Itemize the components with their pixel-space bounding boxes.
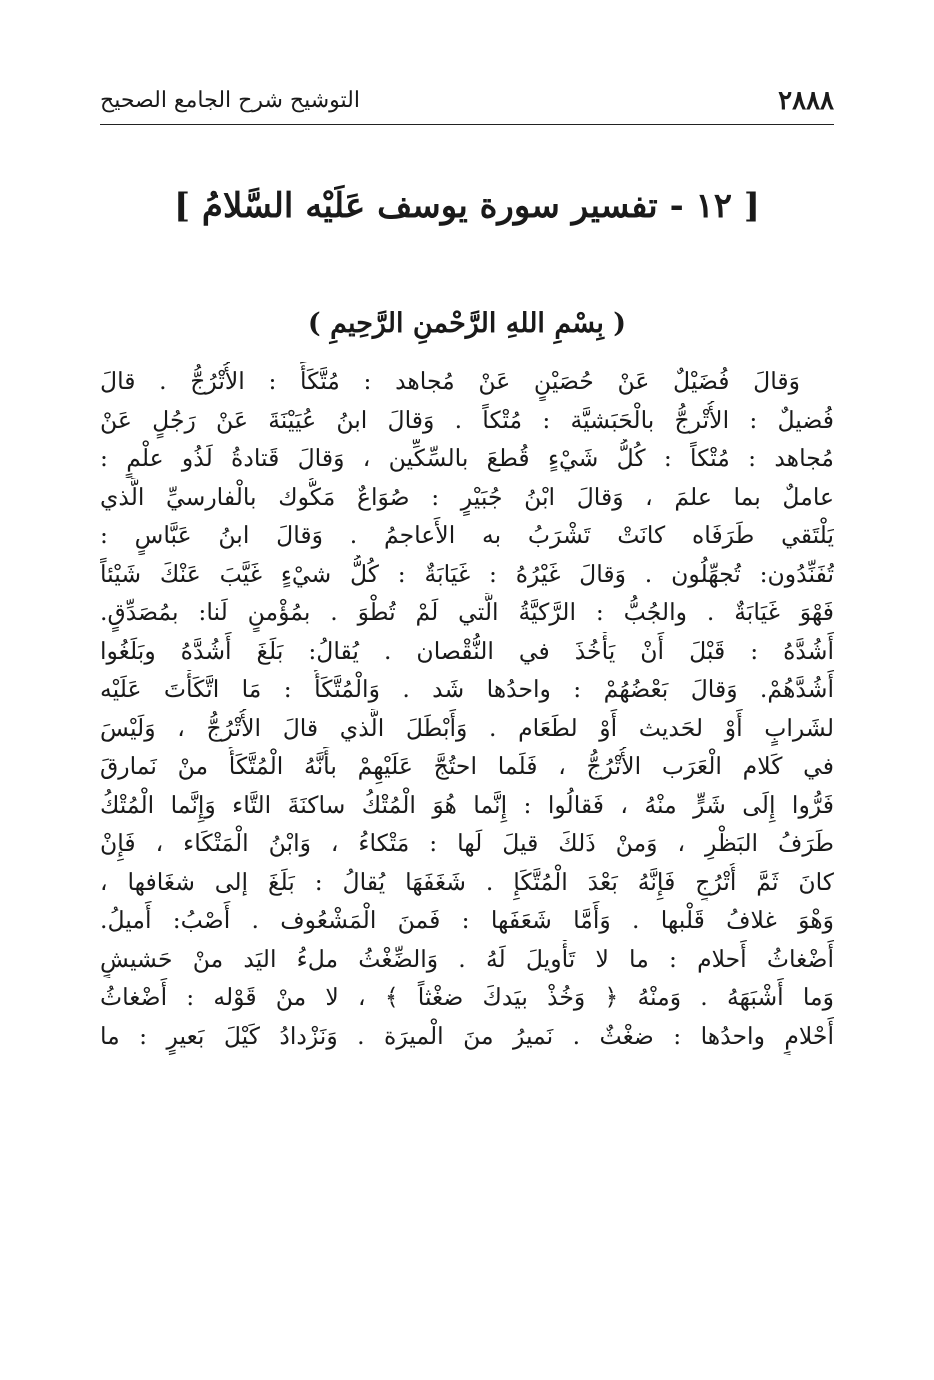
text-line: أَشُدَّهُمْ. وَقالَ بَعْضُهُمْ : واحدُها شَد . وَالْمُتَّكَأُ : مَا اتَّكَأْتَ عَلَيْه: [100, 675, 834, 703]
page-number: ٢٨٨٨: [778, 86, 834, 116]
text-line: وَقالَ فُضَيْلٌ عَنْ حُصَيْنٍ عَنْ مُجاهد : مُتَّكَأً : الأُتْرُجُّ . قالَ: [100, 367, 800, 395]
text-line: أَشُدَّهُ : قَبْلَ أَنْ يَأْخُذَ في النُّقْصان . يُقالُ: بَلَغَ أَشُدَّهُ وبَلَغُوا: [100, 636, 834, 665]
text-line: مُجاهد : مُتْكاً : كُلُّ شَيْءٍ قُطعَ بالسِّكِّين ، وَقالَ قَتادةُ لَذُو علْمٍ :: [100, 444, 834, 472]
text-line: أَحْلامٍ واحدُها : ضغْثٌ . نَميرُ منَ الْميرَة . وَنَزْدادُ كَيْلَ بَعيرٍ : ما: [100, 1021, 834, 1050]
text-line: عاملٌ بما علمَ ، وَقالَ ابْنُ جُبَيْرٍ : صُوَاعٌ مَكُّوك بالْفارسيِّ الَّذي: [100, 482, 834, 511]
running-title: التوشيح شرح الجامع الصحيح: [100, 88, 360, 113]
text-line: فَهْوَ غَيَابَةٌ . والجُبُّ : الرَّكيَّةُ الَّتي لَمْ تُطْوَ . بمُؤْمنٍ لَنا: بمُصَدِّقٍ.: [100, 598, 834, 626]
text-line: في كَلام الْعَرَب الأُتْرُجُّ ، فَلَما احتُجَّ عَلَيْهِمْ بأَنَّهُ الْمُتَّكَأُ منْ نَمارقَ: [100, 752, 834, 780]
text-line: فَرُّوا إِلَى شَرٍّ منْهُ ، فَقالُوا : إِنَّما هُوَ الْمُتْكُ ساكنَةَ التَّاء وَإِنَّما الْمُتْكُ: [100, 790, 834, 819]
text-line: وَما أَشْبَهَهُ . وَمنْهُ ﴿ وَخُذْ بيَدكَ ضغْثاً ﴾ ، لا منْ قَوْله : أَضْغاثُ: [100, 983, 834, 1011]
text-line: يَلْتَقي طَرَفَاه كانَتْ تَشْرَبُ به الأَعاجمُ . وَقالَ ابنُ عَبَّاسٍ :: [100, 521, 834, 549]
chapter-title: [ ١٢ - تفسير سورة يوسف عَلَيْه السَّلامُ ]: [173, 186, 761, 226]
basmala: ( بِسْمِ اللهِ الرَّحْمنِ الرَّحِيمِ ): [307, 308, 627, 339]
text-line: طَرَفُ البَظْرِ ، وَمنْ ذَلكَ قيلَ لَها : مَتْكاءُ ، وَابْنُ الْمَتْكَاء ، فَإِنْ: [100, 829, 834, 857]
text-line: فُضيلٌ : الأُتْرجُّ بالْحَبَشيَّة : مُتْكاً . وَقالَ ابنُ عُيَيْنَةَ عَنْ رَجُلٍ عَنْ: [100, 405, 834, 434]
text-line: كانَ ثَمَّ أُتْرُجٍ فَإِنَّهُ بَعْدَ الْمُتَّكَإِ . شَغَفَهَا يُقالُ : بَلَغَ إلى شغَافها ،: [100, 867, 834, 896]
text-line: تُفَنِّدُون: تُجهِّلُون . وَقالَ غَيْرُهُ : غَيَابَةٌ : كُلُّ شيْءٍ غَيَّبَ عَنْكَ شَيْئاً: [100, 559, 834, 588]
page-header: [100, 84, 834, 125]
text-line: أَضْغاثُ أَحلام : ما لا تَأْويلَ لَهُ . وَالضِّغْثُ ملءُ اليَد منْ حَشيشٍ: [100, 944, 834, 973]
body-text: [100, 362, 834, 1055]
text-line: لشَرابٍ أَوْ لحَديث أَوْ لطَعَام . وَأَبْطَلَ الَّذي قالَ الأُتْرُجُّ ، وَلَيْسَ: [100, 713, 834, 742]
text-line: وَهْوَ غلافُ قَلْبها . وَأَمَّا شَعَفَها : فَمنَ الْمَشْعُوف . أَصْبُ: أَميلُ.: [100, 906, 834, 934]
